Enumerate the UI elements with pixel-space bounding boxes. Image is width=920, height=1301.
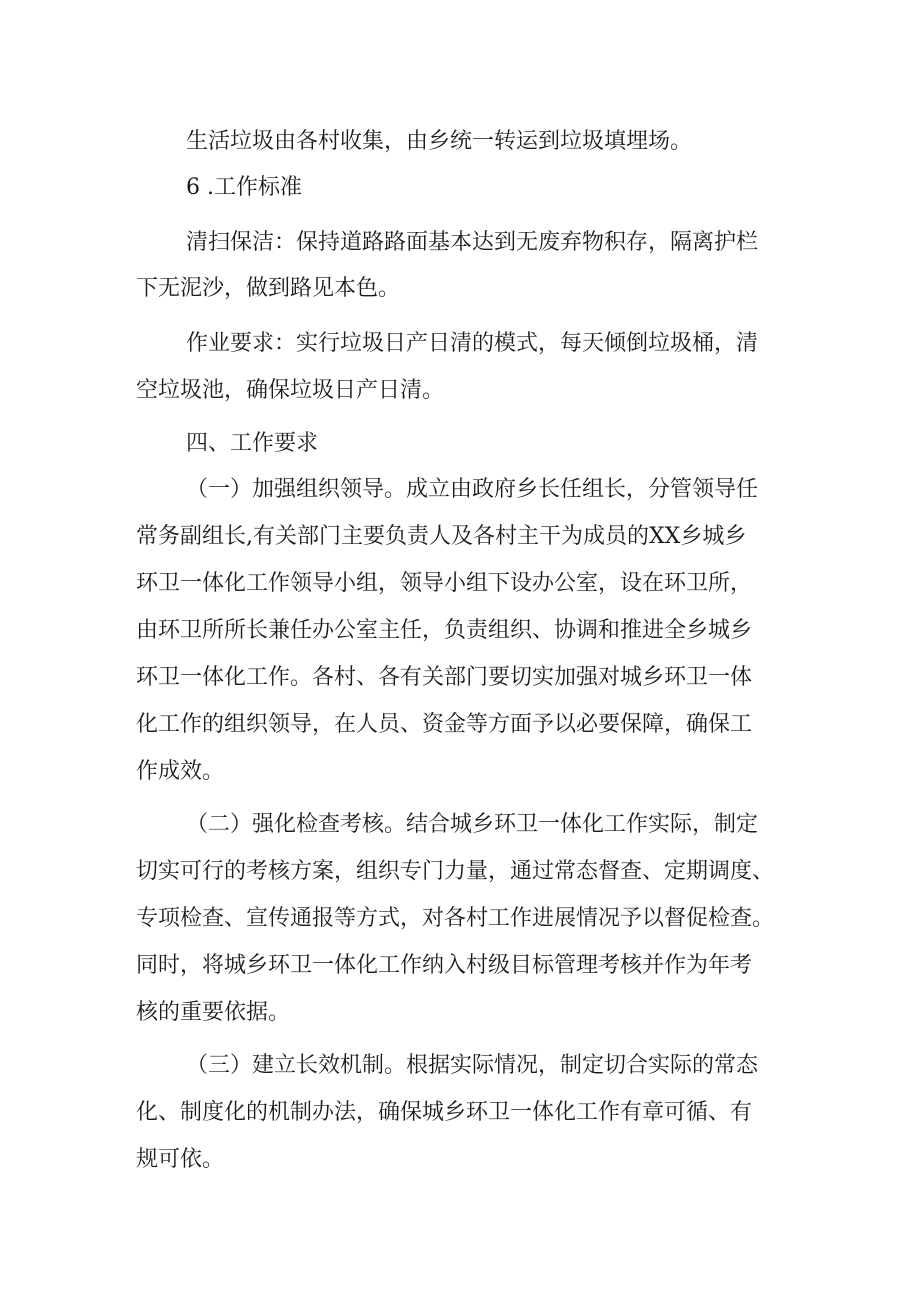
text-line: （二）强化检查考核。结合城乡环卫一体化工作实际，制定	[186, 812, 759, 837]
text-line: 专项检查、宣传通报等方式，对各村工作进展情况予以督促检查。	[136, 906, 775, 931]
text-line: 环卫一体化工作。各村、各有关部门要切实加强对城乡环卫一体	[136, 665, 753, 690]
text-line: 同时，将城乡环卫一体化工作纳入村级目标管理考核并作为年考	[136, 953, 753, 978]
text-line: 化、制度化的机制办法，确保城乡环卫一体化工作有章可循、有	[136, 1100, 753, 1125]
text-line: 空垃圾池，确保垃圾日产日清。	[136, 378, 445, 403]
text-line: 清扫保洁：保持道路路面基本达到无废弃物积存，隔离护栏	[186, 230, 759, 255]
text-line: 核的重要依据。	[136, 1000, 291, 1025]
text-line: 常务副组长,有关部门主要负责人及各村主干为成员的XX乡城乡	[136, 524, 747, 549]
section-heading: 6 .工作标准	[186, 175, 302, 200]
text-line: 生活垃圾由各村收集，由乡统一转运到垃圾填埋场。	[186, 129, 693, 154]
text-line: 化工作的组织领导，在人员、资金等方面予以必要保障，确保工	[136, 712, 753, 737]
text-line: （三）建立长效机制。根据实际情况，制定切合实际的常态	[186, 1053, 759, 1078]
text-line: 作业要求：实行垃圾日产日清的模式，每天倾倒垃圾桶，清	[186, 331, 759, 356]
section-heading: 四、工作要求	[186, 431, 319, 456]
text-line: 下无泥沙，做到路见本色。	[136, 276, 401, 301]
text-line: 由环卫所所长兼任办公室主任，负责组织、协调和推进全乡城乡	[136, 618, 753, 643]
text-line: 规可依。	[136, 1147, 225, 1172]
text-line: （一）加强组织领导。成立由政府乡长任组长，分管领导任	[186, 477, 759, 502]
text-line: 切实可行的考核方案，组织专门力量，通过常态督查、定期调度、	[136, 859, 775, 884]
text-line: 作成效。	[136, 759, 225, 784]
text-line: 环卫一体化工作领导小组，领导小组下设办公室，设在环卫所，	[136, 571, 753, 596]
